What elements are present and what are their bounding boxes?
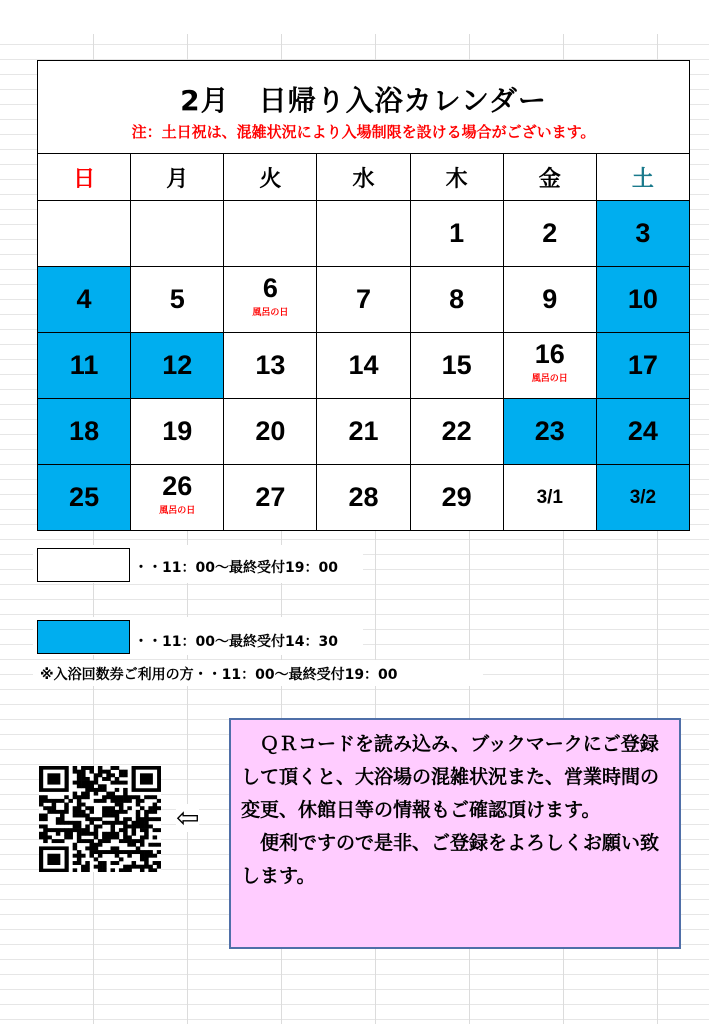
- calendar-day-cell: [596, 465, 689, 531]
- day-number: 20: [255, 416, 286, 446]
- day-number: 12: [162, 350, 193, 380]
- day-number: 26: [162, 471, 193, 501]
- calendar-day-cell: [596, 201, 689, 267]
- calendar-day-cell: [224, 399, 317, 465]
- bath-day-label: 風呂の日: [159, 506, 196, 516]
- day-number: 3/1: [536, 487, 563, 508]
- calendar-day-cell: [38, 333, 131, 399]
- day-number: 4: [76, 284, 92, 314]
- day-number: 23: [534, 416, 565, 446]
- calendar-day-cell: [596, 333, 689, 399]
- calendar-day-cell: [38, 399, 131, 465]
- legend-blue-text: ・・11：00～最終受付14：30: [134, 634, 338, 650]
- day-number: 27: [255, 482, 286, 512]
- day-number: 15: [441, 350, 472, 380]
- day-number: 16: [534, 339, 565, 369]
- calendar-day-cell: [503, 399, 596, 465]
- day-number: 3/2: [629, 487, 657, 508]
- calendar-week-row: [38, 333, 690, 399]
- sheet-top-margin: [0, 0, 709, 34]
- legend-white-text: ・・11：00～最終受付19：00: [134, 560, 338, 576]
- calendar-header: [37, 60, 690, 153]
- calendar-day-cell: [596, 399, 689, 465]
- calendar-day-cell: [131, 465, 224, 531]
- calendar-empty-cell: [38, 201, 131, 267]
- day-number: 5: [169, 284, 185, 314]
- qr-info-box: [229, 718, 681, 949]
- info-paragraph-2: 便利ですので是非、ご登録をよろしくお願い致します。: [241, 832, 660, 887]
- day-number: 13: [255, 350, 286, 380]
- weekday-wed: 水: [317, 154, 410, 201]
- calendar-day-cell: [596, 267, 689, 333]
- calendar-day-cell: [503, 267, 596, 333]
- calendar-day-cell: [410, 333, 503, 399]
- calendar-day-cell: [131, 267, 224, 333]
- calendar-week-row: [38, 465, 690, 531]
- calendar-body: [38, 201, 690, 531]
- day-number: 8: [449, 284, 465, 314]
- weekday-mon: 月: [131, 154, 224, 201]
- weekday-tue: 火: [224, 154, 317, 201]
- left-arrow-icon: ⇦: [176, 801, 200, 834]
- day-number: 7: [355, 284, 371, 314]
- coupon-note: ※入浴回数券ご利用の方・・11：00～最終受付19：00: [40, 667, 398, 683]
- calendar-day-cell: [410, 201, 503, 267]
- calendar-empty-cell: [224, 201, 317, 267]
- day-number: 1: [449, 218, 465, 248]
- legend-white-swatch: [37, 548, 130, 582]
- calendar-day-cell: [410, 399, 503, 465]
- calendar-day-cell: [317, 267, 410, 333]
- day-number: 14: [348, 350, 379, 380]
- bath-day-label: 風呂の日: [252, 308, 289, 318]
- qr-code-graphic: [39, 766, 161, 872]
- day-number: 6: [262, 273, 278, 303]
- day-number: 9: [542, 284, 558, 314]
- day-number: 19: [162, 416, 193, 446]
- calendar-day-cell: [224, 465, 317, 531]
- calendar-day-cell: [131, 399, 224, 465]
- calendar-week-row: [38, 399, 690, 465]
- weekday-thu: 木: [410, 154, 503, 201]
- day-number: 18: [69, 416, 100, 446]
- qr-code-icon[interactable]: [39, 766, 161, 872]
- calendar-day-cell: [38, 465, 131, 531]
- calendar-day-cell: [317, 399, 410, 465]
- calendar-day-cell: [410, 465, 503, 531]
- day-number: 10: [627, 284, 658, 314]
- day-number: 11: [69, 350, 99, 380]
- calendar-day-cell: [224, 267, 317, 333]
- calendar-day-cell: [131, 333, 224, 399]
- day-number: 17: [627, 350, 658, 380]
- calendar-empty-cell: [317, 201, 410, 267]
- day-number: 2: [542, 218, 558, 248]
- calendar-week-row: [38, 201, 690, 267]
- calendar-day-cell: [317, 333, 410, 399]
- day-number: 22: [441, 416, 472, 446]
- day-number: 25: [69, 482, 100, 512]
- calendar-day-cell: [38, 267, 131, 333]
- calendar-day-cell: [503, 201, 596, 267]
- day-number: 28: [348, 482, 379, 512]
- weekday-sun: 日: [38, 154, 131, 201]
- info-paragraph-1: ＱＲコードを読み込み、ブックマークにご登録して頂くと、大浴場の混雑状況また、営業時間の変更、休館日等の情報もご確認頂けます。: [241, 733, 660, 821]
- day-number: 24: [627, 416, 658, 446]
- calendar-title: 2月 日帰り入浴カレンダー: [180, 84, 547, 117]
- calendar-day-cell: [410, 267, 503, 333]
- day-number: 21: [348, 416, 379, 446]
- legend-blue-swatch: [37, 620, 130, 654]
- calendar-table: [37, 153, 690, 531]
- weekday-fri: 金: [503, 154, 596, 201]
- bath-day-label: 風呂の日: [531, 374, 568, 384]
- calendar-day-cell: [503, 333, 596, 399]
- calendar-empty-cell: [131, 201, 224, 267]
- calendar-day-cell: [317, 465, 410, 531]
- day-number: 29: [441, 482, 472, 512]
- calendar-day-cell: [224, 333, 317, 399]
- day-number: 3: [635, 218, 651, 248]
- weekday-header-row: [38, 154, 690, 201]
- crowd-notice: 注：土日祝は、混雑状況により入場制限を設ける場合がございます。: [131, 123, 596, 141]
- calendar-day-cell: [503, 465, 596, 531]
- weekday-sat: 土: [596, 154, 689, 201]
- calendar-week-row: [38, 267, 690, 333]
